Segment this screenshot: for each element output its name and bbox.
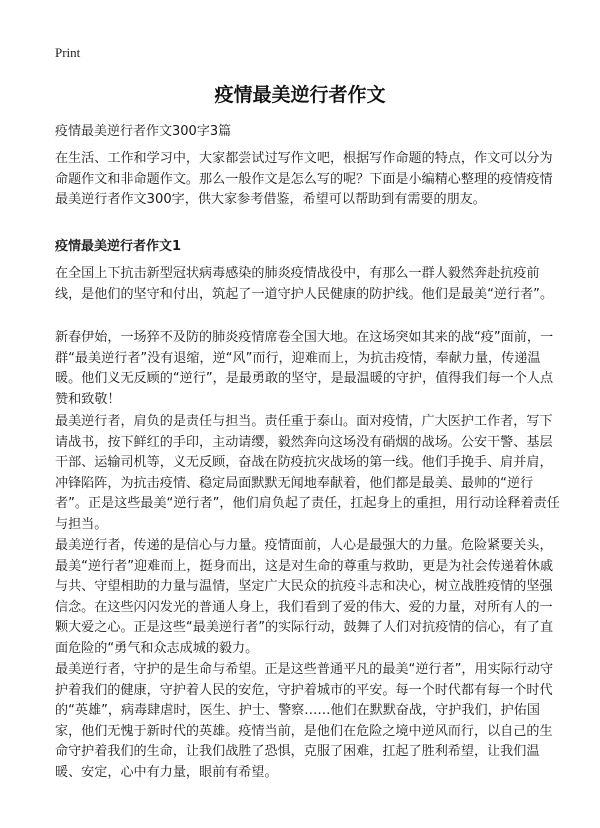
body-paragraph: 最美逆行者，传递的是信心与力量。疫情面前，人心是最强大的力量。危险紧要关头，最美“逆行者”迎难而上，挺身而出，这是对生命的尊重与救助，更是为社会传递着休戚与共、守望相助的力量与温情，坚定广大民众的抗疫斗志和决心，树立战胜疫情的坚强信念。在这些闪闪发光的普通人身上，我们看到了爱的伟大、爱的力量，对所有人的一颗大爱之心。正是这些“最美逆行者”的实际行动，鼓舞了人们对抗疫情的信心，有了直面危险的“勇气和众志成城的毅力。 bbox=[55, 538, 554, 656]
intro-paragraph: 在生活、工作和学习中，大家都尝试过写作文吧，根据写作命题的特点，作文可以分为命题作文和非命题作文。那么一般作文是怎么写的呢？下面是小编精心整理的疫情疫情最美逆行者作文300字，供大家参考借鉴，希望可以帮助到有需要的朋友。 bbox=[55, 151, 553, 207]
page-title: 疫情最美逆行者作文 bbox=[214, 84, 386, 106]
print-link[interactable]: Print bbox=[55, 45, 81, 60]
document-subtitle: 疫情最美逆行者作文300字3篇 bbox=[55, 124, 232, 139]
body-paragraph: 最美逆行者，守护的是生命与希望。正是这些普通平凡的最美“逆行者”，用实际行动守护着我们的健康，守护着人民的安危，守护着城市的平安。每一个时代都有每一个时代的“英雄”，病毒肆虐时，医生、护士、警察……他们在默默奋战，守护我们，护佑国家，他们无愧于新时代的英雄。疫情当前，是他们在危险之境中逆风而行，以自己的生命守护着我们的生命，让我们战胜了恐惧，克服了困难，扛起了胜利希望，让我们温暖、安定，心中有力量，眼前有希望。 bbox=[55, 662, 554, 780]
body-paragraph: 在全国上下抗击新型冠状病毒感染的肺炎疫情战役中，有那么一群人毅然奔赴抗疫前线，是他们的坚守和付出，筑起了一道守护人民健康的防护线。他们是最美“逆行者”。 bbox=[55, 266, 554, 302]
section-heading: 疫情最美逆行者作文1 bbox=[55, 239, 182, 254]
body-paragraph: 最美逆行者，肩负的是责任与担当。责任重于泰山。面对疫情，广大医护工作者，写下请战书，按下鲜红的手印，主动请缨，毅然奔向这场没有硝烟的战场。公安干警、基层干部、运输司机等，义无反顾，奋战在防疫抗灾战场的第一线。他们手挽手、肩并肩，冲锋陷阵，为抗击疫情、稳定局面默默无闻地奉献着，他们都是最美、最帅的“逆行者”。正是这些最美“逆行者”，他们肩负起了责任，扛起身上的重担，用行动诠释着责任与担当。 bbox=[55, 414, 560, 532]
body-paragraph: 新春伊始，一场猝不及防的肺炎疫情席卷全国大地。在这场突如其来的战“疫”面前，一群“最美逆行者”没有退缩，逆“风”而行，迎难而上，为抗击疫情，奉献力量，传递温暖。他们义无反顾的“逆行”，是最勇敢的坚守，是最温暖的守护，值得我们每一个人点赞和致敬！ bbox=[55, 330, 554, 407]
